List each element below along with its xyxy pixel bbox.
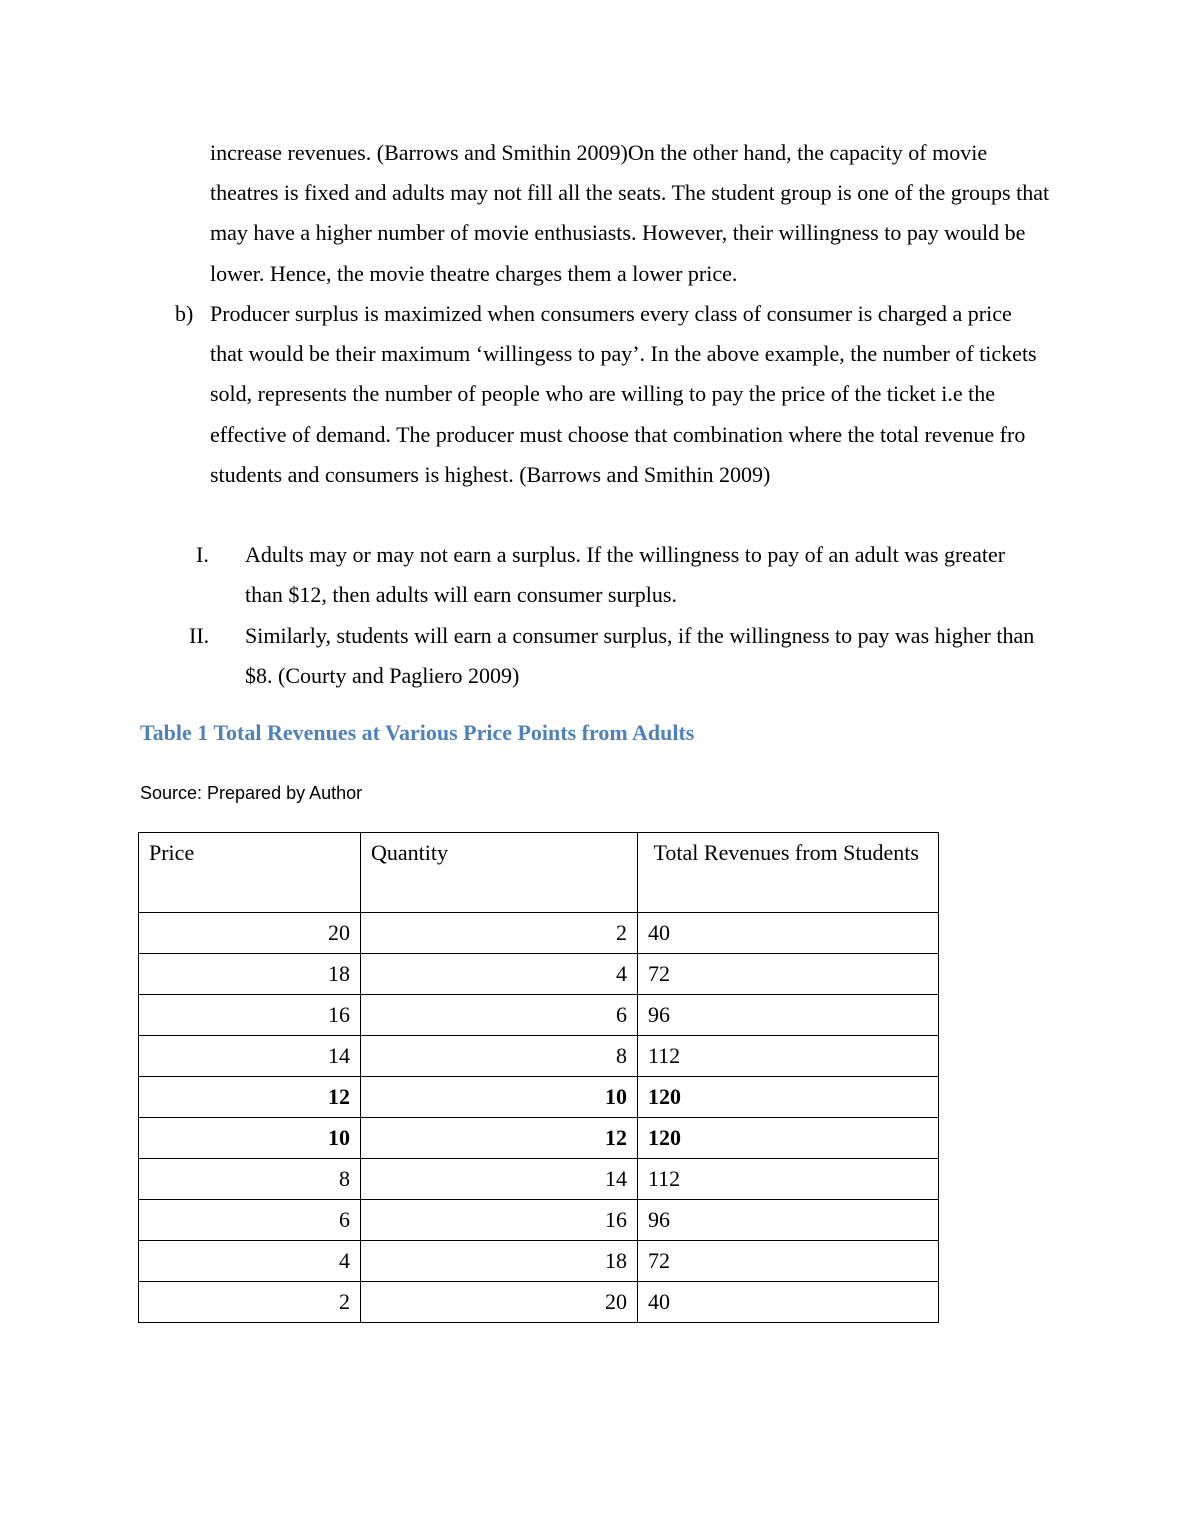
cell-price: 10 bbox=[139, 1118, 361, 1159]
cell-quantity: 6 bbox=[361, 995, 638, 1036]
cell-price: 16 bbox=[139, 995, 361, 1036]
list-item-b-text: Producer surplus is maximized when consumers every class of consumer is charged a price that would be their maximum ‘willingess to pay’. In the above example, the number of tickets sold, represents the number of people who are willing to pay the price of the ticket i.e the effective of demand. The producer must choose that combination where the total revenue fro students and consumers is highest. (Barrows and Smithin 2009) bbox=[210, 301, 1037, 487]
cell-revenue: 72 bbox=[638, 1241, 939, 1282]
list-marker-i: I. bbox=[196, 542, 209, 567]
cell-price: 18 bbox=[139, 954, 361, 995]
cell-revenue: 40 bbox=[638, 1282, 939, 1323]
cell-revenue: 112 bbox=[638, 1036, 939, 1077]
cell-price: 8 bbox=[139, 1159, 361, 1200]
cell-quantity: 20 bbox=[361, 1282, 638, 1323]
cell-revenue: 40 bbox=[638, 913, 939, 954]
table-row-highlight bbox=[139, 1118, 939, 1159]
cell-revenue: 72 bbox=[638, 954, 939, 995]
table-header-row bbox=[139, 833, 939, 913]
cell-revenue: 120 bbox=[638, 1118, 939, 1159]
cell-quantity: 18 bbox=[361, 1241, 638, 1282]
table-row bbox=[139, 1036, 939, 1077]
cell-quantity: 16 bbox=[361, 1200, 638, 1241]
cell-revenue: 96 bbox=[638, 1200, 939, 1241]
table-row bbox=[139, 954, 939, 995]
cell-quantity: 2 bbox=[361, 913, 638, 954]
cell-quantity: 10 bbox=[361, 1077, 638, 1118]
table-caption: Table 1 Total Revenues at Various Price Points from Adults bbox=[140, 720, 695, 745]
table-row bbox=[139, 1241, 939, 1282]
table-row-highlight bbox=[139, 1077, 939, 1118]
table-source: Source: Prepared by Author bbox=[140, 783, 363, 803]
list-marker-ii: II. bbox=[189, 623, 210, 648]
table-row bbox=[139, 913, 939, 954]
header-price: Price bbox=[139, 833, 361, 913]
header-quantity: Quantity bbox=[361, 833, 638, 913]
cell-price: 20 bbox=[139, 913, 361, 954]
cell-revenue: 96 bbox=[638, 995, 939, 1036]
cell-price: 14 bbox=[139, 1036, 361, 1077]
cell-quantity: 8 bbox=[361, 1036, 638, 1077]
table-row bbox=[139, 995, 939, 1036]
cell-price: 12 bbox=[139, 1077, 361, 1118]
list-item-i-text: Adults may or may not earn a surplus. If the willingness to pay of an adult was greater than $12, then adults will earn consumer surplus. bbox=[245, 542, 1006, 608]
table-row bbox=[139, 1200, 939, 1241]
cell-price: 2 bbox=[139, 1282, 361, 1323]
cell-quantity: 12 bbox=[361, 1118, 638, 1159]
header-total-revenues: Total Revenues from Students bbox=[638, 833, 939, 913]
list-item-ii-text: Similarly, students will earn a consumer surplus, if the willingness to pay was higher than $8. (Courty and Pagliero 2009) bbox=[245, 623, 1035, 689]
cell-revenue: 112 bbox=[638, 1159, 939, 1200]
cell-price: 6 bbox=[139, 1200, 361, 1241]
table-row bbox=[139, 1282, 939, 1323]
revenue-table bbox=[138, 832, 939, 1323]
cell-revenue: 120 bbox=[638, 1077, 939, 1118]
table-row bbox=[139, 1159, 939, 1200]
cell-quantity: 14 bbox=[361, 1159, 638, 1200]
list-marker-b: b) bbox=[175, 301, 194, 326]
paragraph-continued: increase revenues. (Barrows and Smithin 2009)On the other hand, the capacity of movie theatres is fixed and adults may not fill all the seats. The student group is one of the groups that may have a higher number of movie enthusiasts. However, their willingness to pay would be lower. Hence, the movie theatre charges them a lower price. bbox=[210, 140, 1050, 286]
cell-price: 4 bbox=[139, 1241, 361, 1282]
cell-quantity: 4 bbox=[361, 954, 638, 995]
